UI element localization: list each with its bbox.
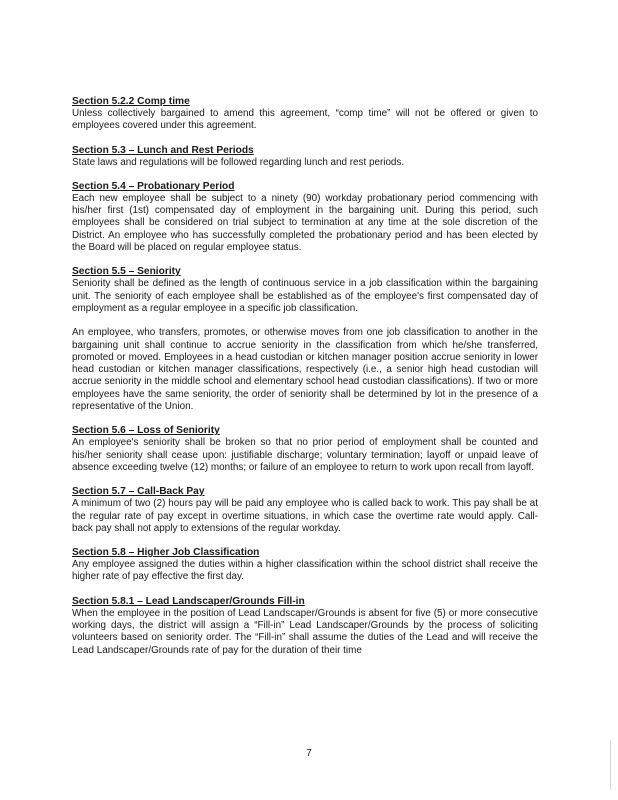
section-heading: Section 5.4 – Probationary Period [72, 180, 235, 192]
section-heading: Section 5.2.2 Comp time [72, 96, 190, 107]
section-heading: Section 5.3 – Lunch and Rest Periods [72, 144, 254, 156]
section-paragraph: Each new employee shall be subject to a ninety (90) workday probationary period commencing with his/her first (1st) compensated day of employment in the bargaining unit. During this period, such employees shall be considered on trial subject to termination at any time at the sole discretion of the District. An employee who has successfully completed the probationary period and has been elected by the Board will be placed on regular employee status. [72, 192, 538, 254]
scan-edge-mark [610, 740, 611, 790]
section-heading: Section 5.7 – Call-Back Pay [72, 486, 205, 498]
section-paragraph: Unless collectively bargained to amend this agreement, “comp time” will not be offered or given to employees covered under this agreement. [72, 108, 538, 132]
section-heading: Section 5.5 – Seniority [72, 266, 181, 278]
section-heading: Section 5.6 – Loss of Seniority [72, 425, 220, 437]
section-lunch-rest-periods [72, 145, 538, 169]
section-loss-of-seniority [72, 425, 538, 474]
section-comp-time [72, 96, 538, 133]
section-probationary-period [72, 181, 538, 254]
section-paragraph: State laws and regulations will be followed regarding lunch and rest periods. [72, 156, 405, 168]
section-heading: Section 5.8.1 – Lead Landscaper/Grounds Fill-in [72, 595, 305, 607]
section-heading: Section 5.8 – Higher Job Classification [72, 547, 260, 559]
section-paragraph: Seniority shall be defined as the length of continuous service in a job classification within the bargaining unit. The seniority of each employee shall be established as of the employee's first compensated day of employment as a regular employee in a specific job classification. [72, 278, 538, 314]
section-paragraph: When the employee in the position of Lead Landscaper/Grounds is absent for five (5) or more consecutive working days, the district will assign a “Fill-in” Lead Landscaper/Grounds by the process of soliciting volunteers based on seniority order. The “Fill-in” shall assume the duties of the Lead and will receive the Lead Landscaper/Grounds rate of pay for the duration of their time [72, 607, 538, 656]
section-seniority [72, 266, 538, 413]
page-number: 7 [306, 748, 312, 759]
section-call-back-pay [72, 486, 538, 535]
section-paragraph: A minimum of two (2) hours pay will be paid any employee who is called back to work. This pay shall be at the regular rate of pay except in overtime situations, in which case the overtime rate would apply. Call-back pay shall not apply to extensions of the regular workday. [72, 498, 538, 534]
section-lead-landscaper-fill-in [72, 596, 538, 657]
section-paragraph: Any employee assigned the duties within a higher classification within the school district shall receive the higher rate of pay effective the first day. [72, 559, 538, 583]
document-page [72, 96, 538, 669]
section-paragraph: An employee's seniority shall be broken so that no prior period of employment shall be counted and his/her seniority shall cease upon: justifiable discharge; voluntary termination; layoff or unpaid leave of absence exceeding twelve (12) months; or failure of an employee to return to work upon recall from layoff. [72, 437, 538, 473]
section-paragraph: An employee, who transfers, promotes, or otherwise moves from one job classification to another in the bargaining unit shall continue to accrue seniority in the classification from which he/she transferred, promoted or moved. Employees in a head custodian or kitchen manager position accrue seniority in lower head custodian or kitchen manager classifications, respectively (i.e., a senior high head custodian will accrue seniority in the middle school and elementary school head custodian classifications). If two or more employees have the same seniority, the order of seniority shall be determined by lot in the presence of a representative of the Union. [72, 327, 538, 413]
section-higher-job-classification [72, 547, 538, 584]
